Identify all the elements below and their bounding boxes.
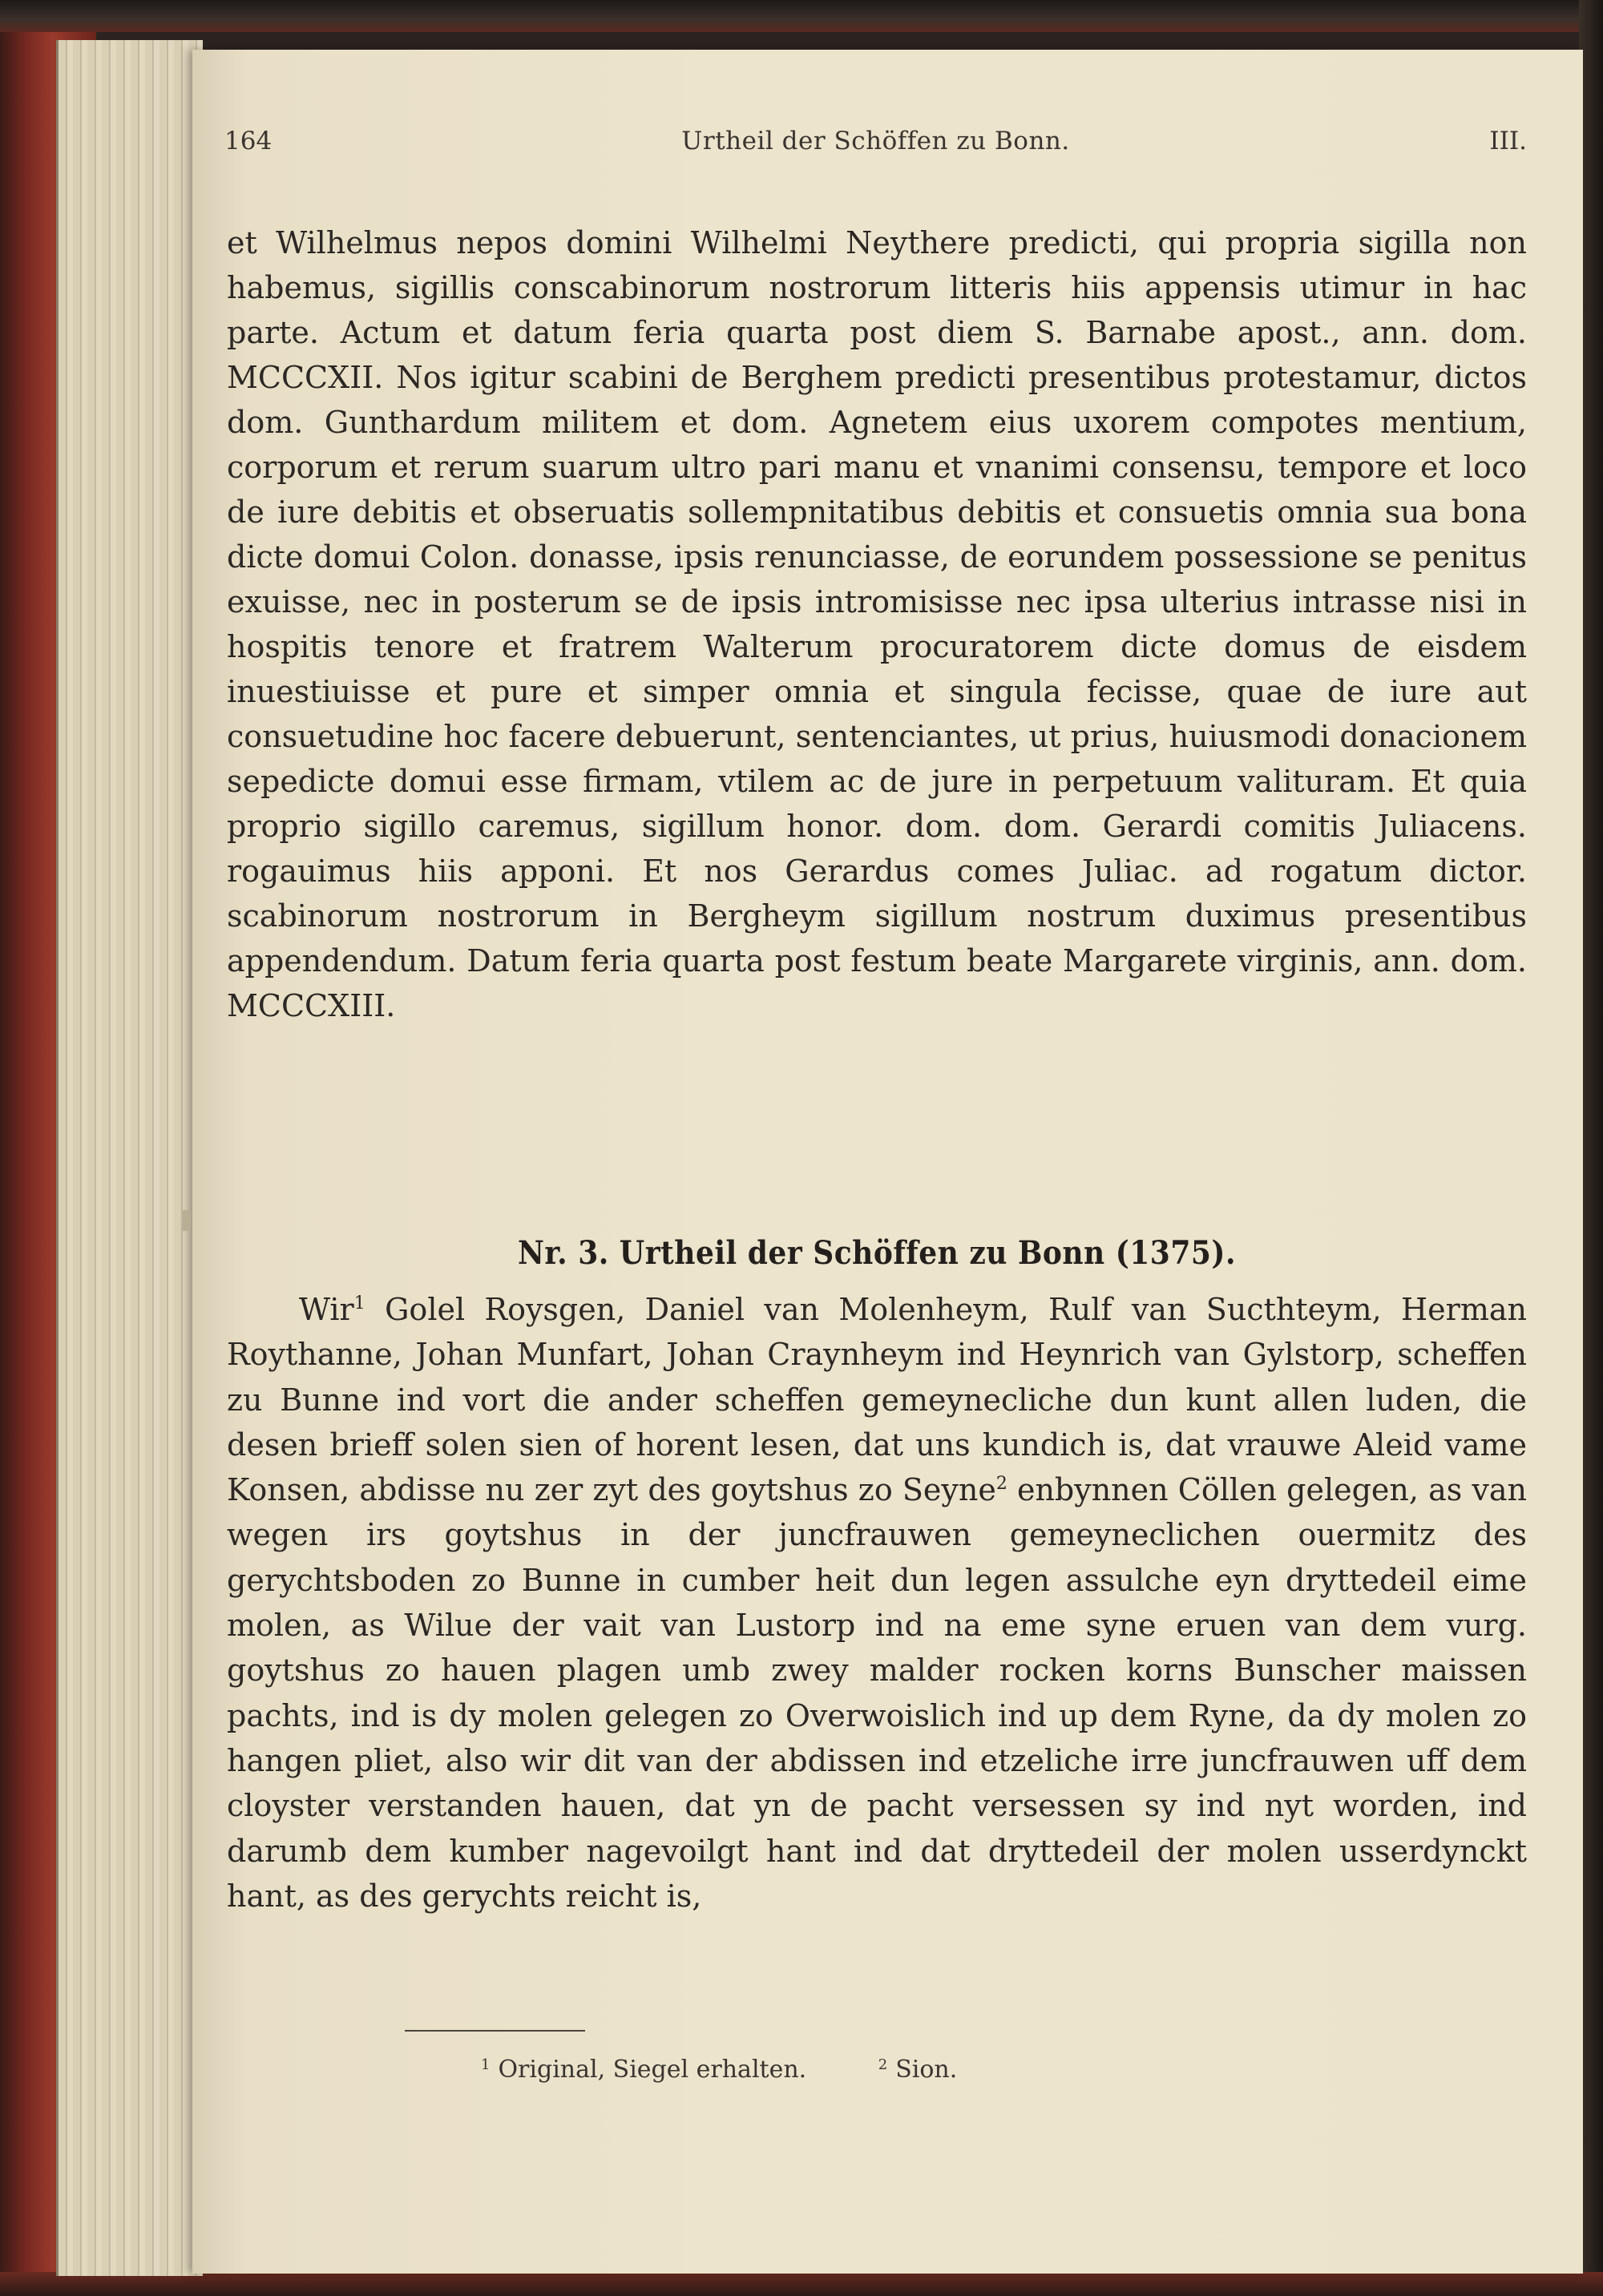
paragraph-1-text: et Wilhelmus nepos domini Wilhelmi Neythere predicti, qui propria sigilla non habemus, sigillis conscabinorum nostrorum litteris hiis appensis utimur in hac parte. Actum et datum feria quarta post diem S. Barnabe apost., ann. dom. MCCCXII. Nos igitur scabini de Berghem predicti presentibus protestamur, dictos dom. Gunthardum militem et dom. Agnetem eius uxorem compotes mentium, corporum et rerum suarum ultro pari manu et vnanimi consensu, tempore et loco de iure debitis et obseruatis sollempnitatibus debitis et consuetis omnia sua bona dicte domui Colon. donasse, ipsis renunciasse, de eorundem possessione se penitus exuisse, nec in posterum se de ipsis intromisisse nec ipsa ulterius intrasse nisi in hospitis tenore et fratrem Walterum procuratorem dicte domus de eisdem inuestiuisse et pure et simper omnia et singula fecisse, quae de iure aut consuetudine hoc facere debuerunt, sentenciantes, ut prius, huiusmodi donacionem sepedicte domui esse firmam, vtilem ac de jure in perpetuum valituram. Et quia proprio sigillo caremus, sigillum honor. dom. dom. Gerardi comitis Juliacens. rogauimus hiis apponi. Et nos Gerardus comes Juliac. ad rogatum dictor. scabinorum nostrorum in Bergheym sigillum nostrum duximus presentibus appendendum. Datum feria quarta post festum beate Margarete virginis, ann. dom. MCCCXIII.	[227, 225, 1527, 1023]
footnote-2	[878, 2056, 958, 2084]
section-title: Nr. 3. Urtheil der Schöffen zu Bonn (1375).	[518, 1234, 1236, 1272]
paragraph-2-part-a: Golel Roysgen, Daniel van Molenheym, Rulf van Sucthteym, Herman Roythanne, Johan Munfart, Johan Craynheym ind Heynrich van Gylstorp, scheffen zu Bunne ind vort die ander scheffen gemeynecliche dun kunt allen luden, die desen brieff solen sien of horent lesen, dat uns kundich is, dat vrauwe Aleid vame Konsen, abdisse nu zer zyt des goytshus zo Seyne	[227, 1292, 1527, 1508]
margin-mark	[183, 1210, 191, 1231]
page-edges	[56, 40, 203, 2276]
book-cover-bottom	[0, 2272, 1603, 2296]
book-cover-top	[0, 0, 1603, 32]
footnote-2-marker: 2	[878, 2056, 888, 2073]
footnote-rule	[405, 2030, 585, 2032]
page-header	[224, 127, 1527, 167]
paragraph-2-part-b: enbynnen Cöllen gelegen, as van wegen irs goytshus in der juncfrauwen gemeyneclichen ouermitz des gerychtsboden zo Bunne in cumber heit dun legen assulche eyn dryttedeil eime molen, as Wilue der vait van Lustorp ind na eme syne eruen van dem vurg. goytshus zo hauen plagen umb zwey malder rocken korns Bunscher maissen pachts, ind is dy molen gelegen zo Overwoislich ind up dem Ryne, da dy molen zo hangen pliet, also wir dit van der abdissen ind etzeliche irre juncfrauwen uff dem cloyster verstanden hauen, dat yn de pacht versessen sy ind nyt worden, ind darumb dem kumber nagevoilgt hant ind dat dryttedeil der molen usserdynckt hant, as des gerychts reicht is,	[227, 1472, 1527, 1914]
body-paragraph-1	[227, 220, 1527, 1028]
footnote-1	[481, 2056, 806, 2084]
footnote-1-marker: 1	[481, 2056, 491, 2073]
footnote-2-text: Sion.	[895, 2056, 958, 2084]
footnote-1-text: Original, Siegel erhalten.	[498, 2056, 807, 2084]
body-paragraph-2	[227, 1287, 1527, 1919]
footnote-ref-1: 1	[353, 1293, 365, 1313]
paragraph-2-text	[227, 1287, 1527, 1919]
footnote-ref-2: 2	[995, 1474, 1007, 1495]
footnotes	[481, 2056, 1282, 2084]
section-number: III.	[1489, 127, 1527, 155]
running-title: Urtheil der Schöffen zu Bonn.	[681, 127, 1070, 155]
page-number: 164	[224, 127, 273, 155]
first-word: Wir	[299, 1292, 354, 1327]
